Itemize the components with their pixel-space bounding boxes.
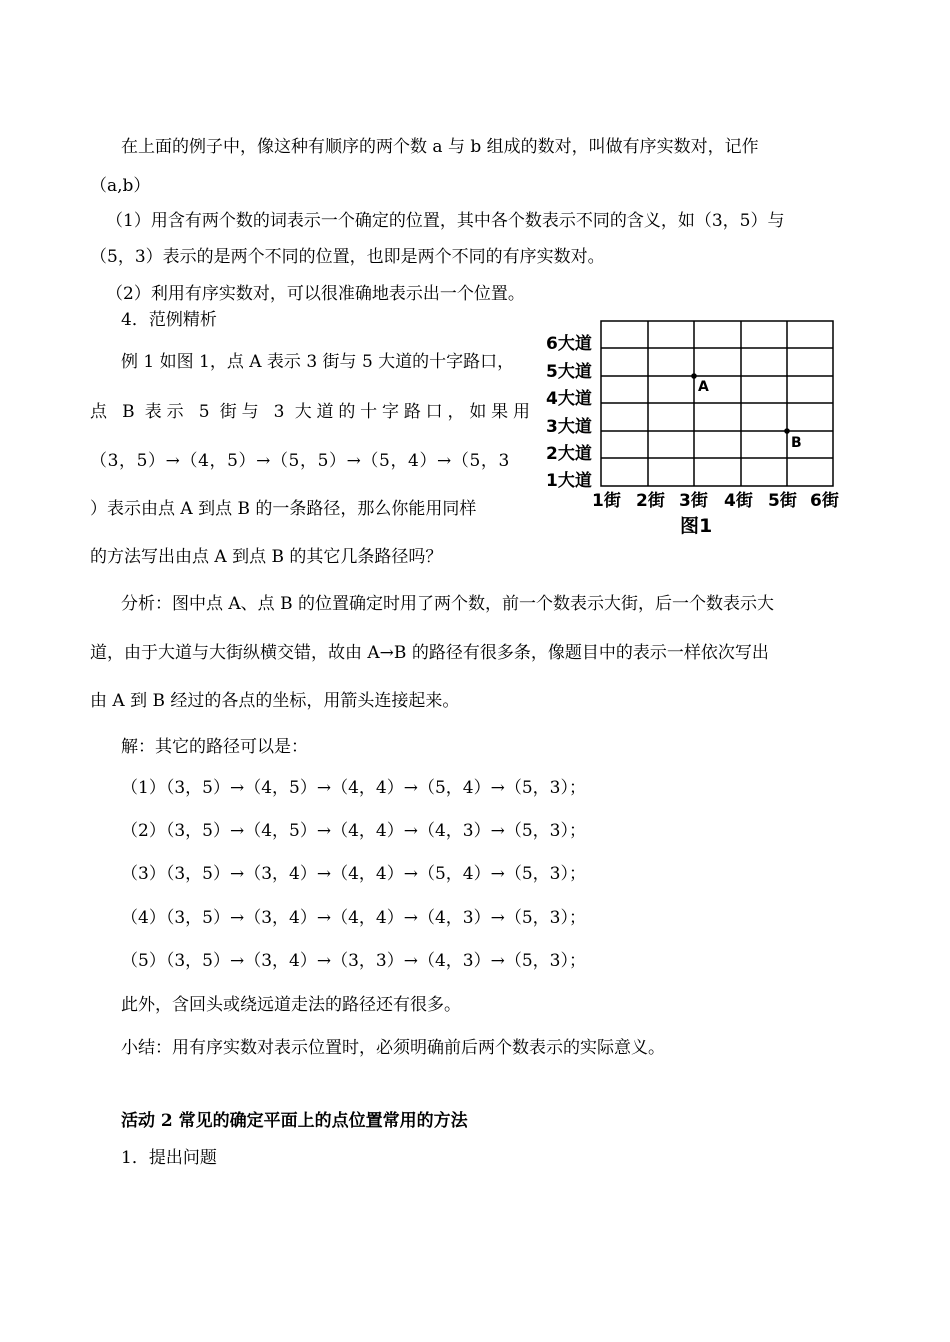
y-label-2: 2大道 <box>546 444 592 464</box>
point1-line-1: （1）用含有两个数的词表示一个确定的位置，其中各个数表示不同的含义，如（3，5）与 <box>106 211 785 231</box>
solution-path-item: （5）（3，5）→（3，4）→（3，3）→（4，3）→（5，3）； <box>121 951 586 971</box>
solution-path-item: （1）（3，5）→（4，5）→（4，4）→（5，4）→（5，3）； <box>121 778 586 798</box>
y-label-4: 4大道 <box>546 389 592 409</box>
solution-path-item: （3）（3，5）→（3，4）→（4，4）→（5，4）→（5，3）； <box>121 864 586 884</box>
x-label-4: 4街 <box>724 491 753 511</box>
y-label-5: 5大道 <box>546 362 592 382</box>
street-grid-figure <box>544 318 848 540</box>
example1-line-4: ）表示由点 A 到点 B 的一条路径，那么你能用同样 <box>90 499 477 519</box>
analysis-line-3: 由 A 到 B 经过的各点的坐标，用箭头连接起来。 <box>90 691 460 711</box>
point-a-label: A <box>698 379 709 395</box>
example1-line-2: 点 B 表示 5 街与 3 大道的十字路口，如果用 <box>90 402 530 422</box>
point2-line: （2）利用有序实数对，可以很准确地表示出一个位置。 <box>106 284 525 304</box>
solution-path-item: （2）（3，5）→（4，5）→（4，4）→（4，3）→（5，3）； <box>121 821 586 841</box>
solution-extra-note: 此外，含回头或绕远道走法的路径还有很多。 <box>121 995 461 1015</box>
activity2-heading: 活动 2 常见的确定平面上的点位置常用的方法 <box>121 1111 468 1131</box>
intro-line-1: 在上面的例子中，像这种有顺序的两个数 a 与 b 组成的数对，叫做有序实数对，记作 <box>121 137 759 157</box>
point1-line-2: （5，3）表示的是两个不同的位置，也即是两个不同的有序实数对。 <box>90 247 605 267</box>
x-label-5: 5街 <box>768 491 797 511</box>
analysis-line-1: 分析：图中点 A、点 B 的位置确定时用了两个数，前一个数表示大街，后一个数表示大 <box>121 594 774 614</box>
x-label-3: 3街 <box>679 491 708 511</box>
section4-heading: 4．范例精析 <box>121 310 217 330</box>
activity2-item-1: 1．提出问题 <box>121 1148 217 1168</box>
intro-line-2: （a,b） <box>90 176 151 196</box>
summary-line: 小结：用有序实数对表示位置时，必须明确前后两个数表示的实际意义。 <box>121 1038 665 1058</box>
x-label-6: 6街 <box>810 491 839 511</box>
example1-line-5: 的方法写出由点 A 到点 B 的其它几条路径吗？ <box>90 547 443 567</box>
figure-caption: 图1 <box>680 515 713 537</box>
y-label-1: 1大道 <box>546 471 592 491</box>
grid-lines <box>601 321 833 486</box>
solution-path-item: （4）（3，5）→（3，4）→（4，4）→（4，3）→（5，3）； <box>121 908 586 928</box>
x-label-1: 1街 <box>592 491 621 511</box>
example1-line-1: 例 1 如图 1，点 A 表示 3 街与 5 大道的十字路口， <box>121 352 515 372</box>
example1-line-3: （3，5）→（4，5）→（5，5）→（5，4）→（5，3 <box>90 451 510 471</box>
solution-heading: 解：其它的路径可以是： <box>121 737 308 757</box>
x-label-2: 2街 <box>636 491 665 511</box>
analysis-line-2: 道，由于大道与大街纵横交错，故由 A→B 的路径有很多条，像题目中的表示一样依次写出 <box>90 643 769 663</box>
y-label-6: 6大道 <box>546 334 592 354</box>
point-b-label: B <box>791 435 802 451</box>
point-a-marker <box>691 373 697 379</box>
y-label-3: 3大道 <box>546 417 592 437</box>
point-b-marker <box>784 428 790 434</box>
